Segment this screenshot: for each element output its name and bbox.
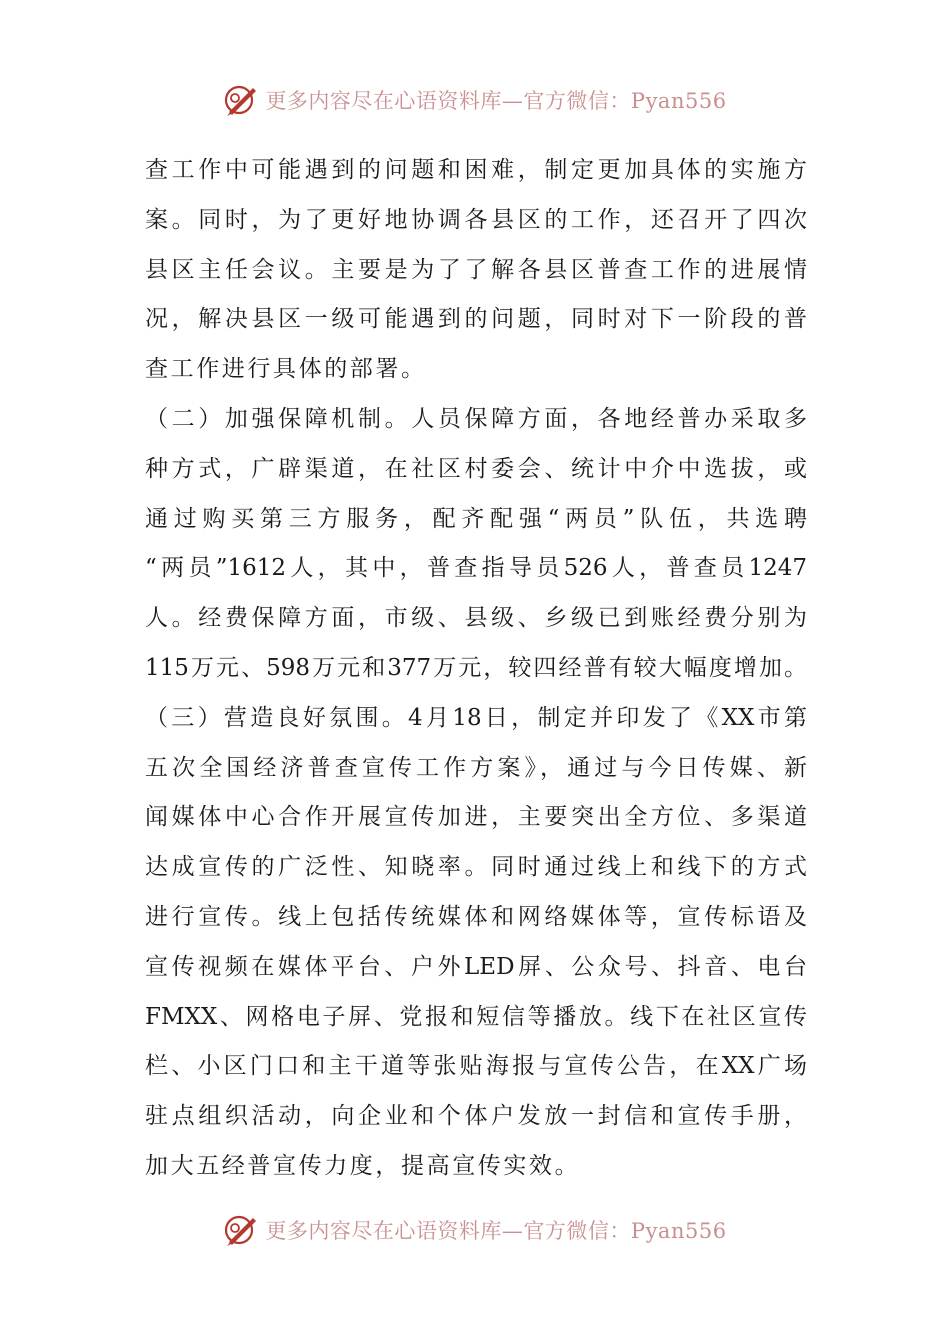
pen-logo-icon (223, 1212, 259, 1248)
body-line: 达成宣传的广泛性、知晓率。同时通过线上和线下的方式 (145, 854, 807, 881)
body-line: 人。经费保障方面，市级、县级、乡级已到账经费分别为 (145, 605, 807, 632)
body-line: “两员”1612人，其中，普查指导员526人，普查员1247 (145, 555, 807, 582)
header-banner-text: 更多内容尽在心语资料库—官方微信：Pyan556 (265, 89, 727, 113)
body-line: 闻媒体中心合作开展宣传加进，主要突出全方位、多渠道 (145, 804, 807, 831)
footer-banner-text: 更多内容尽在心语资料库—官方微信：Pyan556 (265, 1219, 727, 1243)
body-line: 栏、小区门口和主干道等张贴海报与宣传公告，在XX广场 (145, 1053, 807, 1080)
body-line: 通过购买第三方服务，配齐配强“两员”队伍，共选聘 (145, 505, 807, 532)
body-line: 况，解决县区一级可能遇到的问题，同时对下一阶段的普 (145, 306, 807, 333)
body-line: 查工作中可能遇到的问题和困难，制定更加具体的实施方 (145, 157, 807, 183)
body-line: 宣传视频在媒体平台、户外LED屏、公众号、抖音、电台 (145, 953, 807, 980)
footer-banner (0, 1208, 950, 1252)
document-body (145, 146, 807, 1192)
body-line: 县区主任会议。主要是为了了解各县区普查工作的进展情 (145, 256, 807, 283)
body-line: FMXX、网格电子屏、党报和短信等播放。线下在社区宣传 (145, 1003, 807, 1030)
body-line: （二）加强保障机制。人员保障方面，各地经普办采取多 (145, 405, 807, 432)
body-line: 种方式，广辟渠道，在社区村委会、统计中介中选拔，或 (145, 455, 807, 482)
body-line: 115万元、598万元和377万元，较四经普有较大幅度增加。 (145, 654, 807, 681)
body-line: 查工作进行具体的部署。 (145, 356, 427, 383)
header-banner (0, 78, 950, 122)
body-line: （三）营造良好氛围。4月18日，制定并印发了《XX市第 (145, 704, 807, 731)
body-line: 驻点组织活动，向企业和个体户发放一封信和宣传手册， (145, 1103, 807, 1130)
body-line: 五次全国经济普查宣传工作方案》，通过与今日传媒、新 (145, 754, 807, 781)
body-line: 进行宣传。线上包括传统媒体和网络媒体等，宣传标语及 (145, 903, 807, 930)
pen-logo-icon (223, 82, 259, 118)
body-line: 加大五经普宣传力度，提高宣传实效。 (145, 1152, 581, 1179)
body-line: 案。同时，为了更好地协调各县区的工作，还召开了四次 (145, 206, 807, 233)
